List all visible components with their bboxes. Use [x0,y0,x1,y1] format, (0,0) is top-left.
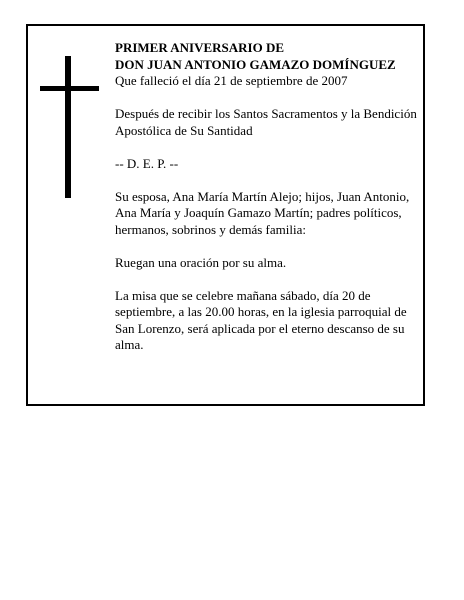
death-date: Que falleció el día 21 de septiembre de 2007 [115,73,348,88]
notice-text [115,40,421,370]
notice-header [115,40,421,90]
cross-icon [40,56,100,198]
heading-deceased-name: DON JUAN ANTONIO GAMAZO DOMÍNGUEZ [115,56,396,72]
prayer-request-text: Ruegan una oración por su alma. [115,254,287,270]
rip-text: -- D. E. P. -- [115,155,179,171]
obituary-notice [26,24,425,406]
cross-horizontal-bar [40,86,99,91]
family-text: Su esposa, Ana María Martín Alejo; hijos, Juan Antonio, Ana María y Joaquín Gamazo Martín; padres políticos, hermanos, sobrinos y demás familia: [115,188,410,237]
mass-info-text: La misa que se celebre mañana sábado, día 20 de septiembre, a las 20.00 horas, en la iglesia parroquial de San Lorenzo, será aplicada por el eterno descanso de su alma. [115,287,407,352]
sacraments-text: Después de recibir los Santos Sacramentos y la Bendición Apostólica de Su Santidad [115,106,417,138]
cross-vertical-bar [65,56,71,198]
heading-anniversary: PRIMER ANIVERSARIO DE [115,40,285,55]
